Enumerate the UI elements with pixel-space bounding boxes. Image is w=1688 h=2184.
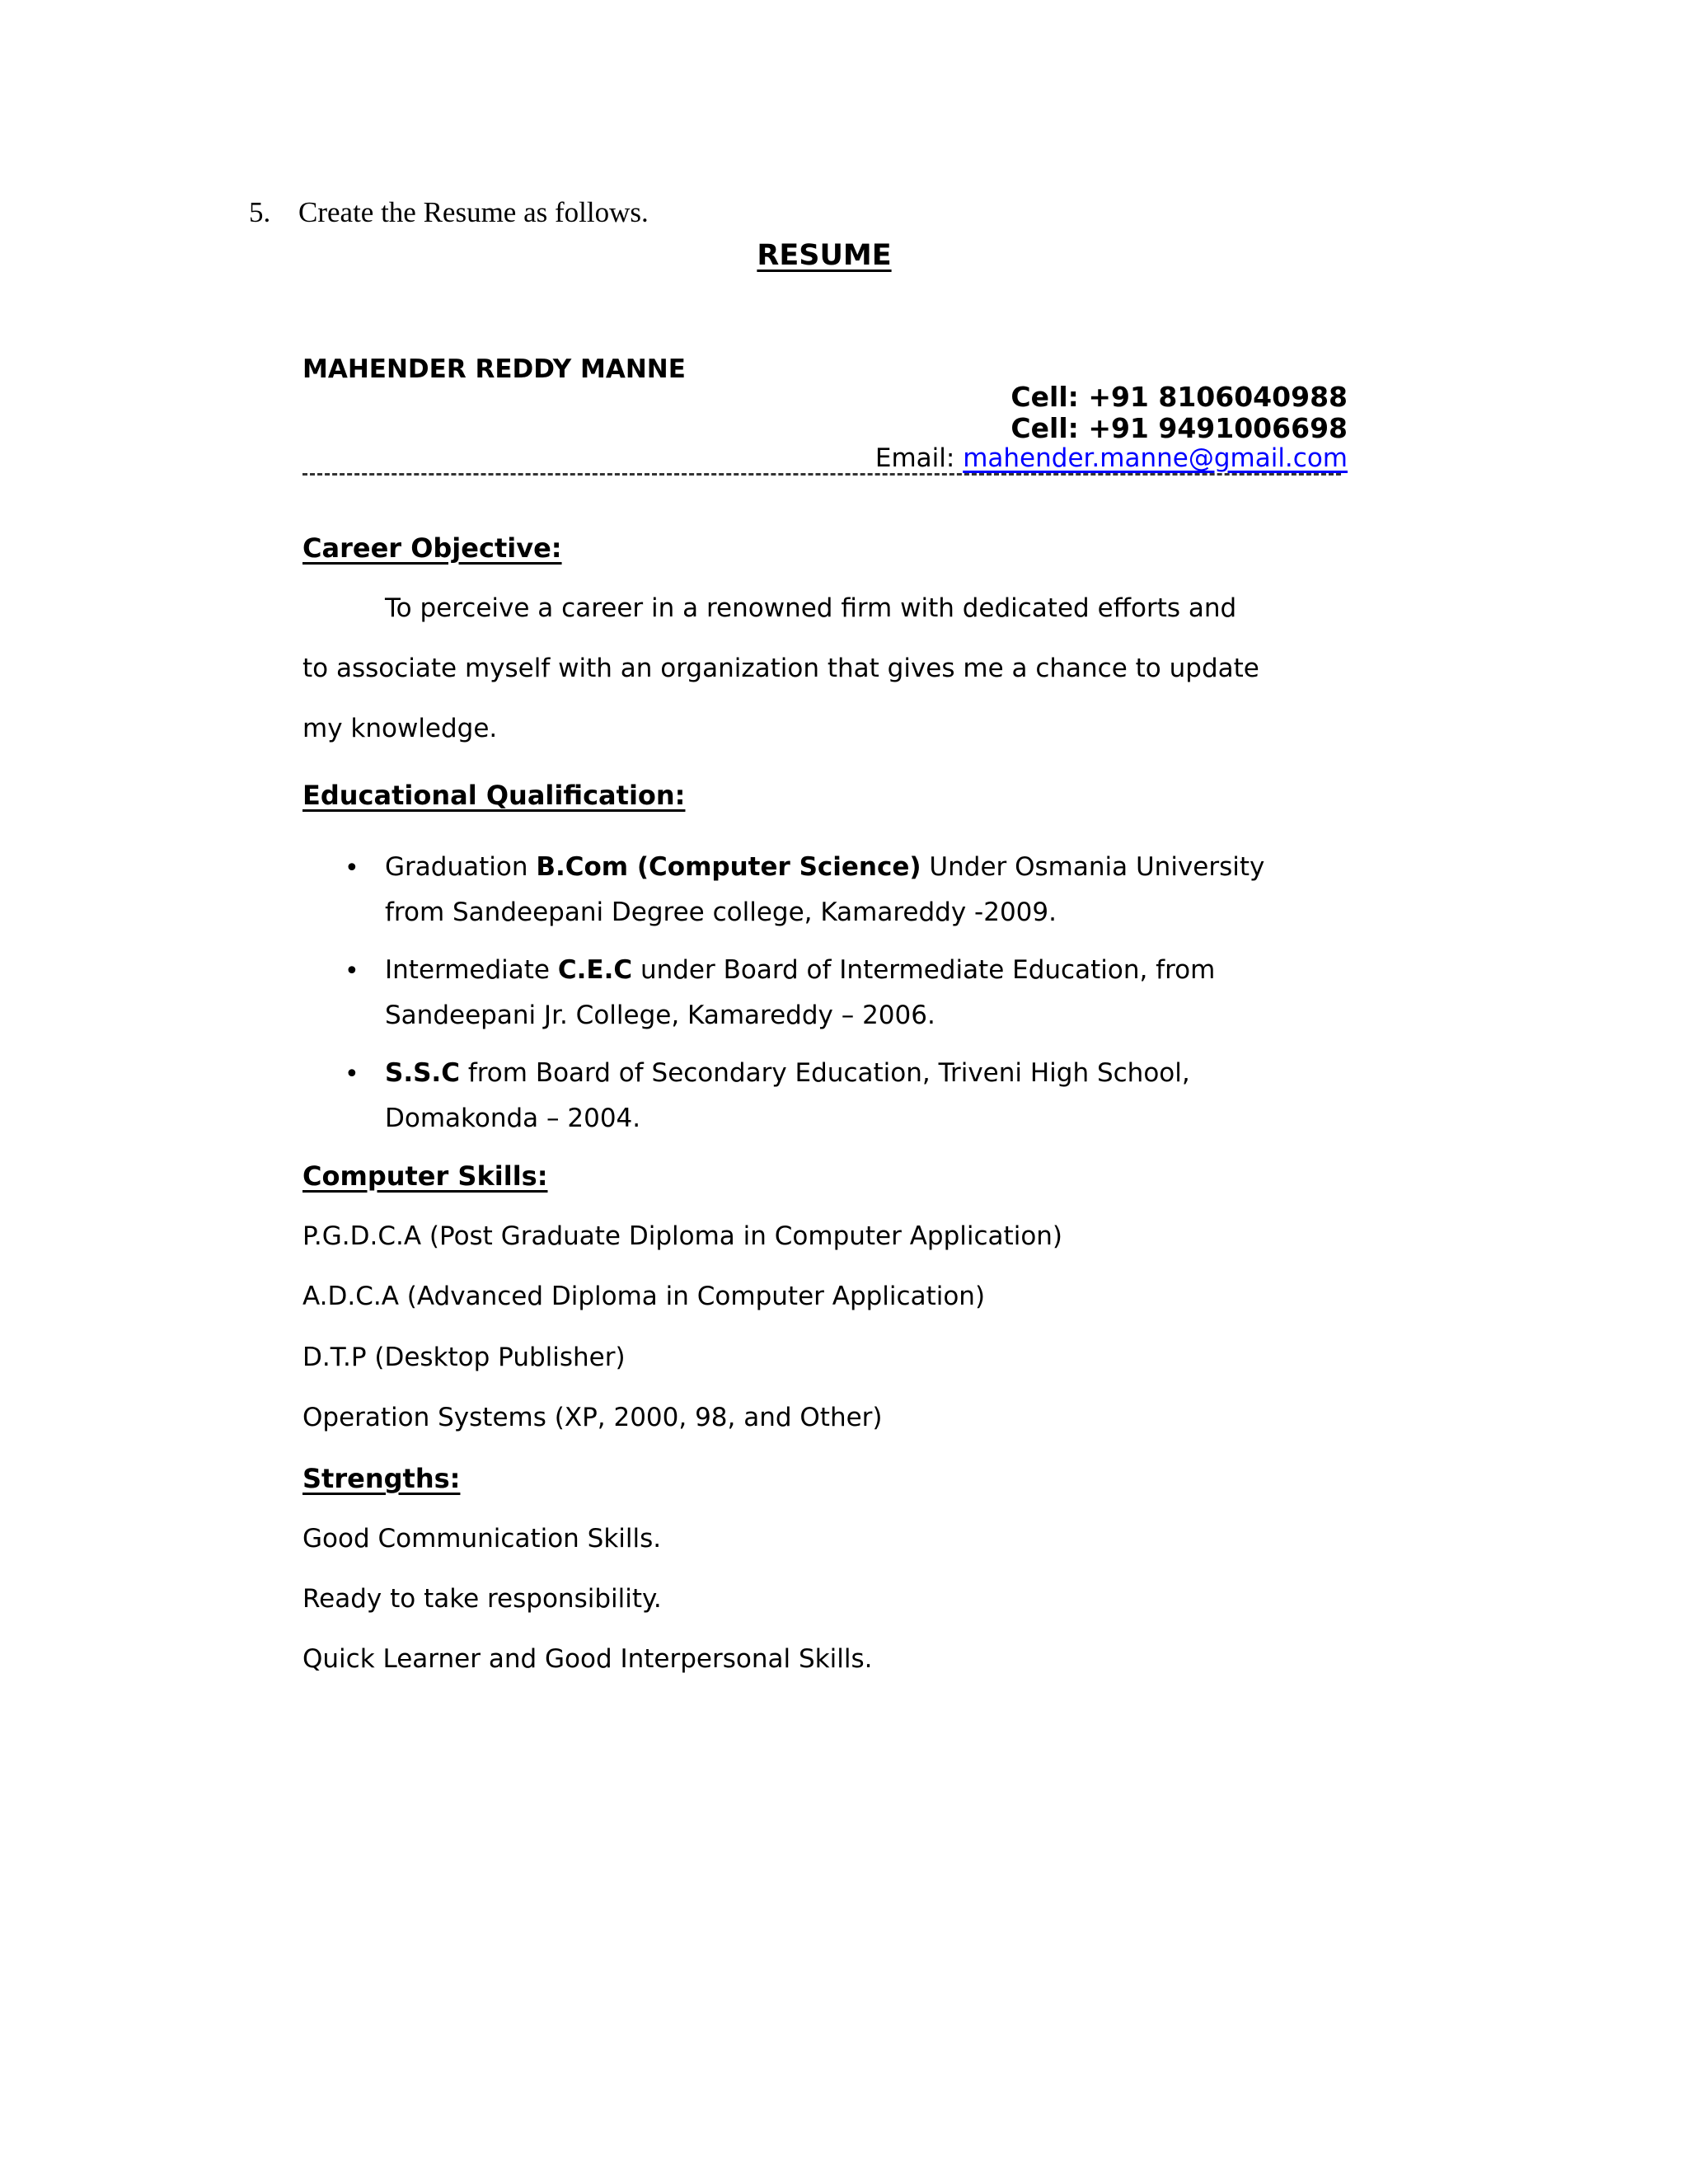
education-item-text: Intermediate xyxy=(385,955,558,985)
resume-title: RESUME xyxy=(757,239,892,272)
career-objective-heading: Career Objective: xyxy=(302,532,562,564)
career-objective-line: To perceive a career in a renowned firm with dedicated efforts and xyxy=(385,593,1237,623)
education-item xyxy=(385,852,1264,882)
strength-item: Good Communication Skills. xyxy=(302,1524,662,1554)
email-line xyxy=(875,443,1348,473)
email-label: Email: xyxy=(874,443,964,473)
candidate-name: MAHENDER REDDY MANNE xyxy=(302,354,686,384)
education-item xyxy=(385,955,1215,985)
education-item-degree: C.E.C xyxy=(557,955,633,985)
strength-item: Quick Learner and Good Interpersonal Skills. xyxy=(302,1644,873,1674)
education-item-text: Under Osmania University xyxy=(921,852,1265,882)
education-item-line2: Domakonda – 2004. xyxy=(385,1104,641,1133)
cell-phone-2: Cell: +91 9491006698 xyxy=(1010,412,1348,444)
career-objective-line: my knowledge. xyxy=(302,714,498,743)
education-item-line2: Sandeepani Jr. College, Kamareddy – 2006. xyxy=(385,1001,935,1030)
bullet-icon: • xyxy=(345,1060,359,1089)
bullet-icon: • xyxy=(345,957,359,986)
education-heading: Educational Qualification: xyxy=(302,780,686,811)
education-item-degree: B.Com (Computer Science) xyxy=(536,852,921,882)
education-item-text: under Board of Intermediate Education, from xyxy=(632,955,1216,985)
computer-skill-item: A.D.C.A (Advanced Diploma in Computer Application) xyxy=(302,1282,986,1311)
strengths-heading: Strengths: xyxy=(302,1463,461,1494)
instruction-line xyxy=(249,196,649,229)
computer-skill-item: D.T.P (Desktop Publisher) xyxy=(302,1343,626,1372)
email-link[interactable]: mahender.manne@gmail.com xyxy=(963,443,1348,473)
bullet-icon: • xyxy=(345,854,359,883)
computer-skill-item: Operation Systems (XP, 2000, 98, and Other) xyxy=(302,1403,883,1432)
instruction-number: 5. xyxy=(249,196,271,228)
education-item-line2: from Sandeepani Degree college, Kamareddy -2009. xyxy=(385,898,1057,927)
career-objective-line: to associate myself with an organization that gives me a chance to update xyxy=(302,654,1259,683)
education-item-text: Graduation xyxy=(385,852,537,882)
instruction-text: Create the Resume as follows. xyxy=(298,196,649,228)
education-item-degree: S.S.C xyxy=(385,1058,460,1088)
education-item-text: from Board of Secondary Education, Triveni High School, xyxy=(459,1058,1190,1088)
computer-skills-heading: Computer Skills: xyxy=(302,1160,548,1192)
separator-line xyxy=(302,473,1341,476)
education-item xyxy=(385,1058,1190,1088)
cell-phone-1: Cell: +91 8106040988 xyxy=(1010,381,1348,413)
strength-item: Ready to take responsibility. xyxy=(302,1584,662,1614)
computer-skill-item: P.G.D.C.A (Post Graduate Diploma in Computer Application) xyxy=(302,1221,1063,1251)
